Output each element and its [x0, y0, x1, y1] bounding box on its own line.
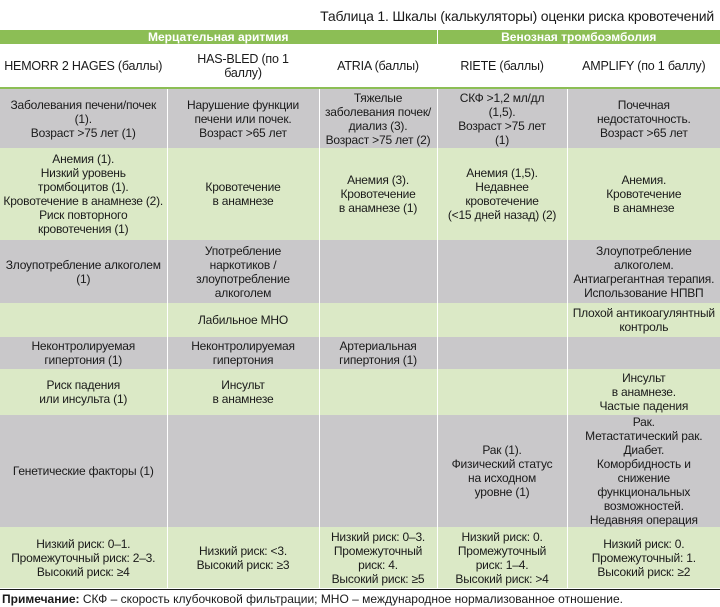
- group-header-row: [0, 30, 720, 44]
- table-cell: Артериальная гипертония (1): [319, 337, 437, 369]
- table-row: [0, 527, 720, 588]
- table-cell: Употребление наркотиков / злоупотребление алкоголем: [167, 240, 319, 303]
- table-cell: [319, 240, 437, 303]
- table-cell: Инсульт в анамнезе. Частые падения: [567, 369, 720, 415]
- table-cell: [319, 303, 437, 337]
- column-header: AMPLIFY (по 1 баллу): [567, 44, 720, 88]
- table-cell: [567, 337, 720, 369]
- table-row: [0, 303, 720, 337]
- footnote-label: Примечание:: [2, 592, 80, 606]
- table-cell: [437, 337, 567, 369]
- table-cell: Неконтролируемая гипертония: [167, 337, 319, 369]
- table-cell: Кровотечение в анамнезе: [167, 148, 319, 240]
- table-row: [0, 148, 720, 240]
- table-cell: Анемия. Кровотечение в анамнезе: [567, 148, 720, 240]
- table-row: [0, 369, 720, 415]
- group-atrial-fibrillation: Мерцательная аритмия: [0, 30, 437, 44]
- table-row: [0, 88, 720, 148]
- bleeding-risk-table: [0, 30, 720, 588]
- table-cell: [437, 369, 567, 415]
- table-cell: Низкий риск: 0. Промежуточный риск: 1–4. Высокий риск: >4: [437, 527, 567, 588]
- table-cell: Тяжелые заболевания почек/ диализ (3). Возраст >75 лет (2): [319, 88, 437, 148]
- table-cell: [437, 240, 567, 303]
- table-cell: Низкий риск: <3. Высокий риск: ≥3: [167, 527, 319, 588]
- table-footnote: [0, 589, 720, 607]
- table-cell: Заболевания печени/почек (1). Возраст >75 лет (1): [0, 88, 167, 148]
- table-cell: Анемия (3). Кровотечение в анамнезе (1): [319, 148, 437, 240]
- group-venous-thromboembolism: Венозная тромбоэмболия: [437, 30, 720, 44]
- table-row: [0, 337, 720, 369]
- table-cell: [319, 369, 437, 415]
- table-cell: [319, 415, 437, 527]
- table-cell: [167, 415, 319, 527]
- table-cell: Нарушение функции печени или почек. Возраст >65 лет: [167, 88, 319, 148]
- table-cell: Почечная недостаточность. Возраст >65 лет: [567, 88, 720, 148]
- table-title: Таблица 1. Шкалы (калькуляторы) оценки риска кровотечений: [320, 8, 714, 24]
- table-cell: Анемия (1,5). Недавнее кровотечение (<15 дней назад) (2): [437, 148, 567, 240]
- column-header: HAS-BLED (по 1 баллу): [167, 44, 319, 88]
- table-cell: Низкий риск: 0–1. Промежуточный риск: 2–3. Высокий риск: ≥4: [0, 527, 167, 588]
- table-cell: Генетические факторы (1): [0, 415, 167, 527]
- table-cell: Низкий риск: 0–3. Промежуточный риск: 4. Высокий риск: ≥5: [319, 527, 437, 588]
- table-cell: Риск падения или инсульта (1): [0, 369, 167, 415]
- table-row: [0, 415, 720, 527]
- table-cell: Злоупотребление алкоголем. Антиагрегантная терапия. Использование НПВП: [567, 240, 720, 303]
- table-cell: Лабильное МНО: [167, 303, 319, 337]
- footnote-text: СКФ – скорость клубочковой фильтрации; МНО – международное нормализованное отношение.: [79, 592, 624, 606]
- table-cell: Неконтролируемая гипертония (1): [0, 337, 167, 369]
- column-header: ATRIA (баллы): [319, 44, 437, 88]
- table-cell: Анемия (1). Низкий уровень тромбоцитов (1). Кровотечение в анамнезе (2). Риск повторного кровотечения (1): [0, 148, 167, 240]
- table-cell: Инсульт в анамнезе: [167, 369, 319, 415]
- column-header-row: [0, 44, 720, 88]
- table-cell: Низкий риск: 0. Промежуточный: 1. Высокий риск: ≥2: [567, 527, 720, 588]
- table-row: [0, 240, 720, 303]
- column-header: RIETE (баллы): [437, 44, 567, 88]
- table-cell: [437, 303, 567, 337]
- table-cell: Рак (1). Физический статус на исходном уровне (1): [437, 415, 567, 527]
- table-cell: Злоупотребление алкоголем (1): [0, 240, 167, 303]
- table-cell: Рак. Метастатический рак. Диабет. Коморбидность и снижение функциональных возможностей. Недавняя операция: [567, 415, 720, 527]
- table-cell: [0, 303, 167, 337]
- column-header: HEMORR 2 HAGES (баллы): [0, 44, 167, 88]
- table-cell: СКФ >1,2 мл/дл (1,5). Возраст >75 лет (1): [437, 88, 567, 148]
- table-cell: Плохой антикоагулянтный контроль: [567, 303, 720, 337]
